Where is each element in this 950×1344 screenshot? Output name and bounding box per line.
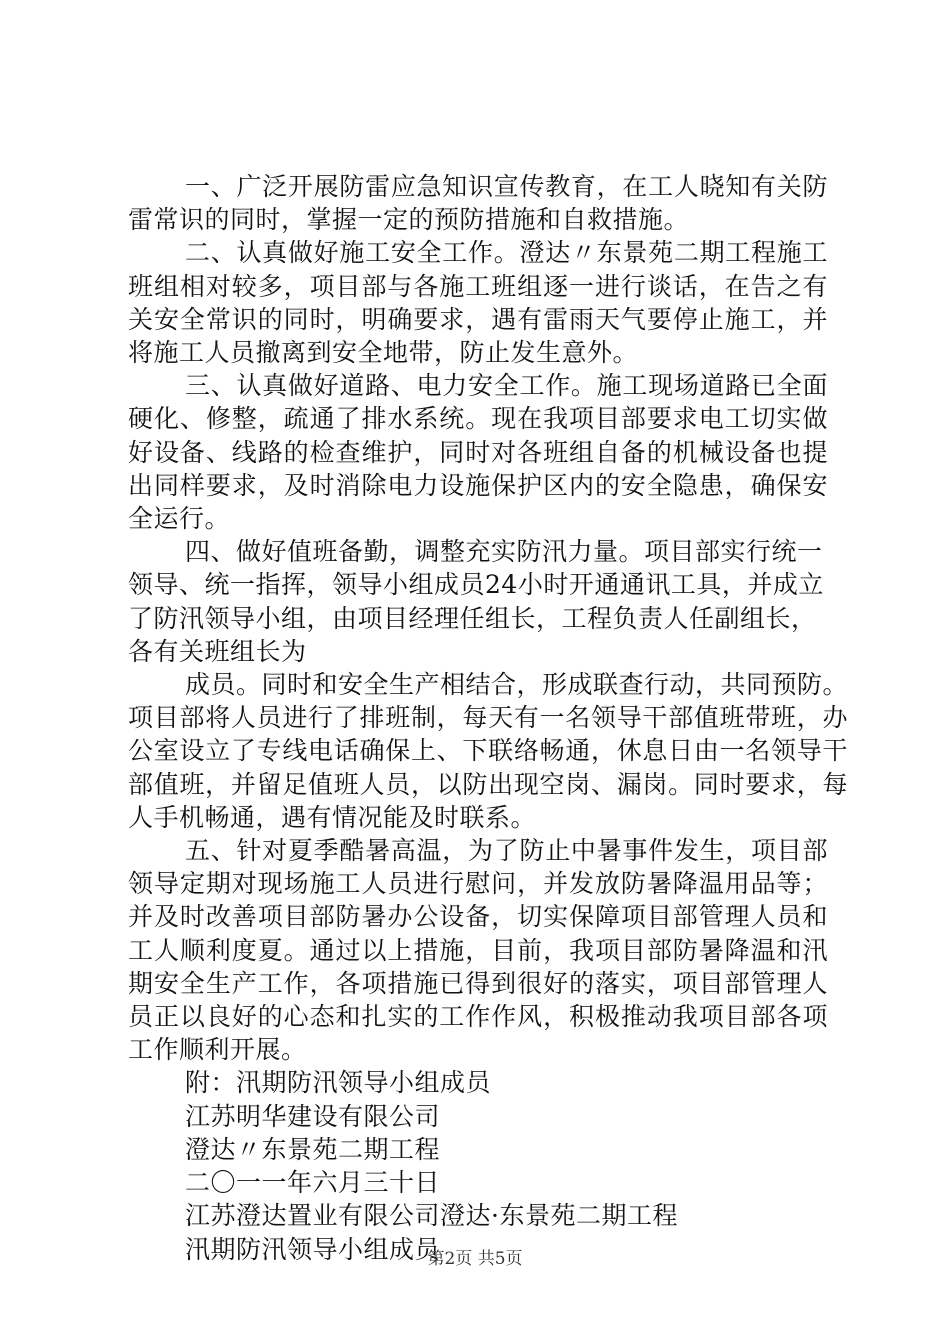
- paragraph-1: 一、广泛开展防雷应急知识宣传教育，在工人晓知有关防雷常识的同时，掌握一定的预防措施和自救措施。: [128, 172, 828, 235]
- page-number-footer: 第2页 共5页: [427, 1249, 523, 1269]
- project-name-line: 澄达〃东景苑二期工程: [185, 1134, 441, 1164]
- document-body: [128, 170, 849, 1266]
- paragraph-3: 三、认真做好道路、电力安全工作。施工现场道路已全面硬化、修整，疏通了排水系统。现在我项目部要求电工切实做好设备、线路的检查维护，同时对各班组自备的机械设备也提出同样要求，及时消除电力设施保护区内的安全隐患，确保安全运行。: [128, 371, 828, 534]
- paragraph-5: 成员。同时和安全生产相结合，形成联查行动，共同预防。项目部将人员进行了排班制，每天有一名领导干部值班带班，办公室设立了专线电话确保上、下联络畅通，休息日由一名领导干部值班，并留足值班人员，以防出现空岗、漏岗。同时要求，每人手机畅通，遇有情况能及时联系。: [128, 670, 849, 832]
- paragraph-6: 五、针对夏季酷暑高温，为了防止中暑事件发生，项目部领导定期对现场施工人员进行慰问，并发放防暑降温用品等；并及时改善项目部防暑办公设备，切实保障项目部管理人员和工人顺利度夏。通过以上措施，目前，我项目部防暑降温和汛期安全生产工作，各项措施已得到很好的落实，项目部管理人员正以良好的心态和扎实的工作作风，积极推动我项目部各项工作顺利开展。: [128, 836, 828, 1065]
- paragraph-2: 二、认真做好施工安全工作。澄达〃东景苑二期工程施工班组相对较多，项目部与各施工班组逐一进行谈话，在告之有关安全常识的同时，明确要求，遇有雷雨天气要停止施工，并将施工人员撤离到安全地带，防止发生意外。: [128, 238, 828, 368]
- paragraph-4: 四、做好值班备勤，调整充实防汛力量。项目部实行统一领导、统一指挥，领导小组成员24小时开通通讯工具，并成立了防汛领导小组，由项目经理任组长，工程负责人任副组长，各有关班组长为: [128, 537, 824, 666]
- company-name-line: 江苏明华建设有限公司: [185, 1101, 441, 1131]
- date-line: 二〇一一年六月三十日: [185, 1168, 441, 1198]
- group-members-line: 汛期防汛领导小组成员: [185, 1234, 441, 1264]
- owner-project-line: 江苏澄达置业有限公司澄达·东景苑二期工程: [185, 1201, 678, 1231]
- attachment-line: 附：汛期防汛领导小组成员: [185, 1068, 492, 1098]
